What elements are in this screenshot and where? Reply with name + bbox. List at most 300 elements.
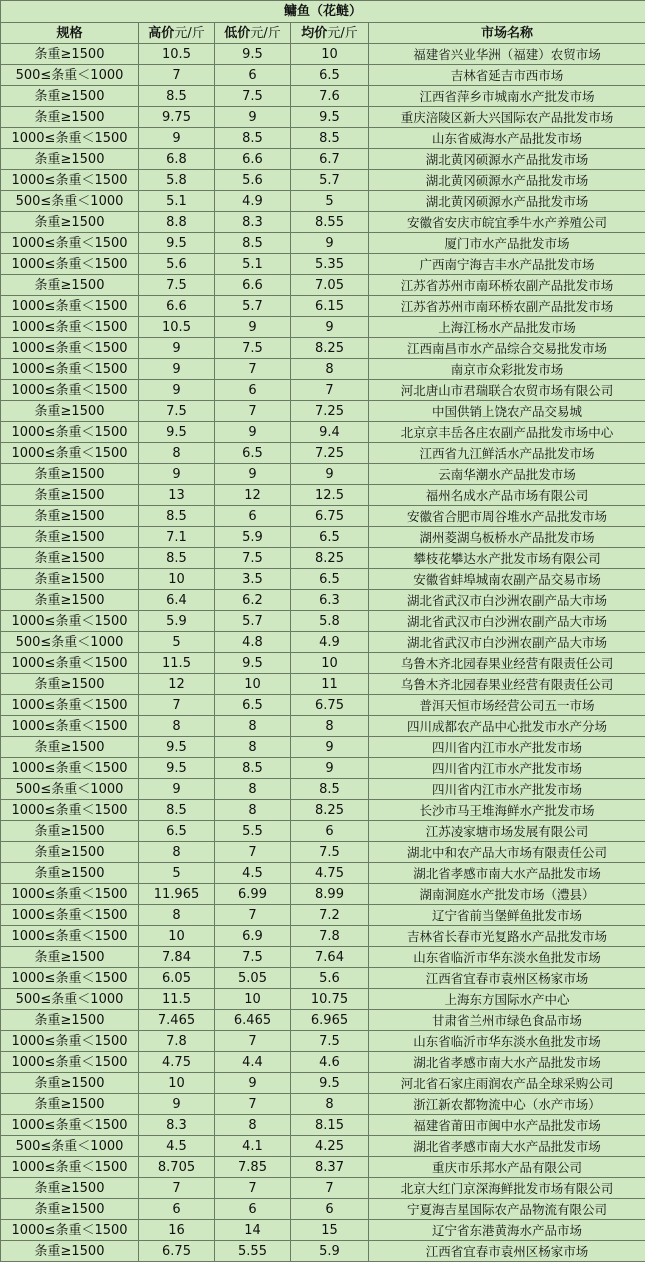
cell-avg-price: 4.25	[291, 1136, 369, 1157]
cell-avg-price: 7.6	[291, 86, 369, 107]
cell-spec: 1000≤条重＜1500	[1, 695, 139, 716]
cell-avg-price: 6.5	[291, 569, 369, 590]
cell-low-price: 6	[215, 1199, 291, 1220]
cell-avg-price: 7.64	[291, 947, 369, 968]
header-market: 市场名称	[369, 23, 645, 44]
cell-high-price: 7.84	[139, 947, 215, 968]
cell-spec: 1000≤条重＜1500	[1, 233, 139, 254]
cell-low-price: 5.05	[215, 968, 291, 989]
cell-market: 辽宁省东港黄海水产品市场	[369, 1220, 645, 1241]
cell-market: 广西南宁海吉丰水产品批发市场	[369, 254, 645, 275]
cell-low-price: 5.55	[215, 1241, 291, 1262]
table-row	[1, 338, 645, 359]
cell-avg-price: 4.9	[291, 632, 369, 653]
cell-spec: 条重≥1500	[1, 275, 139, 296]
cell-high-price: 8.5	[139, 548, 215, 569]
cell-low-price: 6	[215, 506, 291, 527]
cell-low-price: 6.465	[215, 1010, 291, 1031]
cell-market: 中国供销上饶农产品交易城	[369, 401, 645, 422]
cell-low-price: 9	[215, 1073, 291, 1094]
cell-market: 辽宁省前当堡鲜鱼批发市场	[369, 905, 645, 926]
cell-high-price: 6.5	[139, 821, 215, 842]
cell-avg-price: 9	[291, 737, 369, 758]
cell-market: 湖北省孝感市南大水产品批发市场	[369, 863, 645, 884]
table-row	[1, 863, 645, 884]
cell-market: 湖北黄冈硕源水产品批发市场	[369, 170, 645, 191]
cell-avg-price: 7	[291, 380, 369, 401]
cell-avg-price: 6.15	[291, 296, 369, 317]
cell-market: 安徽省蚌埠城南农副产品交易市场	[369, 569, 645, 590]
cell-market: 河北省石家庄雨润农产品全球采购公司	[369, 1073, 645, 1094]
cell-low-price: 7	[215, 401, 291, 422]
cell-high-price: 10	[139, 1073, 215, 1094]
cell-spec: 1000≤条重＜1500	[1, 254, 139, 275]
cell-spec: 条重≥1500	[1, 212, 139, 233]
cell-low-price: 5.5	[215, 821, 291, 842]
table-row	[1, 1136, 645, 1157]
cell-spec: 条重≥1500	[1, 107, 139, 128]
cell-spec: 条重≥1500	[1, 401, 139, 422]
cell-spec: 条重≥1500	[1, 464, 139, 485]
cell-market: 湖北省武汉市白沙洲农副产品大市场	[369, 632, 645, 653]
cell-low-price: 12	[215, 485, 291, 506]
cell-spec: 条重≥1500	[1, 821, 139, 842]
cell-avg-price: 8.99	[291, 884, 369, 905]
table-row	[1, 926, 645, 947]
cell-market: 江西省九江鲜活水产品批发市场	[369, 443, 645, 464]
cell-avg-price: 10	[291, 44, 369, 65]
header-spec: 规格	[1, 23, 139, 44]
cell-market: 江苏凌家塘市场发展有限公司	[369, 821, 645, 842]
cell-high-price: 9	[139, 380, 215, 401]
header-high-unit: 元/斤	[174, 26, 204, 41]
table-row	[1, 695, 645, 716]
cell-spec: 1000≤条重＜1500	[1, 1220, 139, 1241]
cell-low-price: 4.9	[215, 191, 291, 212]
cell-high-price: 6	[139, 1199, 215, 1220]
cell-low-price: 3.5	[215, 569, 291, 590]
cell-spec: 1000≤条重＜1500	[1, 1031, 139, 1052]
table-row	[1, 506, 645, 527]
table-row	[1, 548, 645, 569]
cell-market: 四川成都农产品中心批发市水产分场	[369, 716, 645, 737]
table-row	[1, 569, 645, 590]
cell-high-price: 7.8	[139, 1031, 215, 1052]
cell-avg-price: 8.5	[291, 128, 369, 149]
cell-market: 江西南昌市水产品综合交易批发市场	[369, 338, 645, 359]
table-row	[1, 1178, 645, 1199]
table-row	[1, 485, 645, 506]
cell-high-price: 6.4	[139, 590, 215, 611]
cell-high-price: 11.5	[139, 653, 215, 674]
cell-low-price: 6.5	[215, 443, 291, 464]
cell-high-price: 9.5	[139, 758, 215, 779]
cell-high-price: 8	[139, 905, 215, 926]
table-row	[1, 149, 645, 170]
table-row	[1, 191, 645, 212]
table-row	[1, 905, 645, 926]
cell-avg-price: 8.25	[291, 548, 369, 569]
cell-avg-price: 7.5	[291, 1031, 369, 1052]
table-row	[1, 380, 645, 401]
header-low-unit: 元/斤	[250, 26, 280, 41]
cell-spec: 1000≤条重＜1500	[1, 443, 139, 464]
cell-spec: 500≤条重＜1000	[1, 191, 139, 212]
cell-low-price: 8.5	[215, 128, 291, 149]
cell-spec: 1000≤条重＜1500	[1, 170, 139, 191]
cell-low-price: 4.1	[215, 1136, 291, 1157]
table-row	[1, 884, 645, 905]
cell-avg-price: 12.5	[291, 485, 369, 506]
cell-low-price: 8.5	[215, 233, 291, 254]
cell-avg-price: 11	[291, 674, 369, 695]
table-row	[1, 716, 645, 737]
cell-avg-price: 6.75	[291, 695, 369, 716]
cell-market: 湖北省武汉市白沙洲农副产品大市场	[369, 590, 645, 611]
cell-low-price: 6.2	[215, 590, 291, 611]
cell-high-price: 7.465	[139, 1010, 215, 1031]
cell-low-price: 7.5	[215, 548, 291, 569]
table-row	[1, 653, 645, 674]
cell-spec: 条重≥1500	[1, 1199, 139, 1220]
cell-spec: 1000≤条重＜1500	[1, 611, 139, 632]
cell-spec: 条重≥1500	[1, 947, 139, 968]
cell-high-price: 7.5	[139, 275, 215, 296]
cell-high-price: 9.5	[139, 422, 215, 443]
table-row	[1, 674, 645, 695]
cell-high-price: 8.5	[139, 86, 215, 107]
table-row	[1, 800, 645, 821]
cell-avg-price: 9	[291, 758, 369, 779]
cell-low-price: 7.5	[215, 338, 291, 359]
cell-low-price: 8	[215, 1115, 291, 1136]
table-row	[1, 422, 645, 443]
cell-high-price: 5	[139, 632, 215, 653]
cell-spec: 1000≤条重＜1500	[1, 317, 139, 338]
cell-market: 安徽省合肥市周谷堆水产品批发市场	[369, 506, 645, 527]
table-row	[1, 989, 645, 1010]
cell-avg-price: 10.75	[291, 989, 369, 1010]
cell-high-price: 9	[139, 1094, 215, 1115]
cell-high-price: 7	[139, 65, 215, 86]
cell-low-price: 7.85	[215, 1157, 291, 1178]
cell-market: 湖北中和农产品大市场有限责任公司	[369, 842, 645, 863]
cell-avg-price: 8.55	[291, 212, 369, 233]
cell-spec: 条重≥1500	[1, 863, 139, 884]
cell-high-price: 7	[139, 1178, 215, 1199]
cell-spec: 1000≤条重＜1500	[1, 800, 139, 821]
cell-market: 江西省宜春市袁州区杨家市场	[369, 1241, 645, 1262]
table-row	[1, 128, 645, 149]
cell-low-price: 9.5	[215, 44, 291, 65]
cell-high-price: 5.9	[139, 611, 215, 632]
cell-market: 湖北省孝感市南大水产品批发市场	[369, 1052, 645, 1073]
table-row	[1, 632, 645, 653]
cell-low-price: 9	[215, 107, 291, 128]
cell-avg-price: 8	[291, 359, 369, 380]
cell-avg-price: 6	[291, 1199, 369, 1220]
cell-market: 重庆市乐邦水产品有限公司	[369, 1157, 645, 1178]
cell-high-price: 5.6	[139, 254, 215, 275]
cell-avg-price: 5.9	[291, 1241, 369, 1262]
cell-market: 湖南洞庭水产批发市场（澧县）	[369, 884, 645, 905]
table-row	[1, 401, 645, 422]
cell-market: 攀枝花攀达水产批发市场有限公司	[369, 548, 645, 569]
table-row	[1, 1094, 645, 1115]
cell-avg-price: 8.25	[291, 800, 369, 821]
table-row	[1, 527, 645, 548]
cell-low-price: 4.5	[215, 863, 291, 884]
cell-market: 重庆涪陵区新大兴国际农产品批发市场	[369, 107, 645, 128]
cell-high-price: 9.75	[139, 107, 215, 128]
table-row	[1, 254, 645, 275]
cell-market: 上海东方国际水产中心	[369, 989, 645, 1010]
cell-avg-price: 6.75	[291, 506, 369, 527]
cell-avg-price: 4.6	[291, 1052, 369, 1073]
cell-high-price: 9.5	[139, 233, 215, 254]
cell-market: 湖北省武汉市白沙洲农副产品大市场	[369, 611, 645, 632]
cell-high-price: 5	[139, 863, 215, 884]
cell-high-price: 8	[139, 443, 215, 464]
cell-spec: 条重≥1500	[1, 569, 139, 590]
table-row	[1, 86, 645, 107]
cell-market: 河北唐山市君瑞联合农贸市场有限公司	[369, 380, 645, 401]
cell-avg-price: 8.15	[291, 1115, 369, 1136]
cell-high-price: 7	[139, 695, 215, 716]
cell-spec: 条重≥1500	[1, 1073, 139, 1094]
cell-market: 上海江杨水产品批发市场	[369, 317, 645, 338]
cell-market: 北京京丰岳各庄农副产品批发市场中心	[369, 422, 645, 443]
table-row	[1, 611, 645, 632]
cell-spec: 500≤条重＜1000	[1, 1136, 139, 1157]
table-row	[1, 1052, 645, 1073]
cell-low-price: 8	[215, 716, 291, 737]
cell-market: 长沙市马王堆海鲜水产批发市场	[369, 800, 645, 821]
table-body	[1, 44, 645, 1262]
cell-low-price: 7	[215, 1094, 291, 1115]
cell-market: 湖北黄冈硕源水产品批发市场	[369, 191, 645, 212]
cell-high-price: 13	[139, 485, 215, 506]
cell-avg-price: 6.5	[291, 65, 369, 86]
cell-market: 宁夏海吉星国际农产品物流有限公司	[369, 1199, 645, 1220]
cell-market: 云南华潮水产品批发市场	[369, 464, 645, 485]
table-row	[1, 1220, 645, 1241]
cell-avg-price: 5.8	[291, 611, 369, 632]
cell-avg-price: 7.25	[291, 401, 369, 422]
cell-low-price: 8.5	[215, 758, 291, 779]
cell-low-price: 7	[215, 359, 291, 380]
cell-low-price: 8	[215, 737, 291, 758]
cell-spec: 条重≥1500	[1, 44, 139, 65]
cell-market: 甘肃省兰州市绿色食品市场	[369, 1010, 645, 1031]
cell-low-price: 10	[215, 674, 291, 695]
cell-spec: 条重≥1500	[1, 506, 139, 527]
cell-spec: 1000≤条重＜1500	[1, 758, 139, 779]
cell-high-price: 8	[139, 842, 215, 863]
cell-low-price: 5.1	[215, 254, 291, 275]
cell-market: 安徽省安庆市皖宜季牛水产养殖公司	[369, 212, 645, 233]
cell-spec: 条重≥1500	[1, 527, 139, 548]
cell-market: 湖北省孝感市南大水产品批发市场	[369, 1136, 645, 1157]
cell-high-price: 7.5	[139, 401, 215, 422]
cell-high-price: 12	[139, 674, 215, 695]
cell-avg-price: 8	[291, 1094, 369, 1115]
cell-low-price: 8	[215, 800, 291, 821]
table-row	[1, 758, 645, 779]
table-row	[1, 1157, 645, 1178]
cell-low-price: 6	[215, 65, 291, 86]
cell-low-price: 7	[215, 842, 291, 863]
cell-low-price: 14	[215, 1220, 291, 1241]
table-row	[1, 65, 645, 86]
cell-market: 普洱天恒市场经营公司五一市场	[369, 695, 645, 716]
cell-high-price: 10	[139, 569, 215, 590]
cell-spec: 条重≥1500	[1, 1094, 139, 1115]
cell-avg-price: 5	[291, 191, 369, 212]
table-row	[1, 44, 645, 65]
header-avg-price	[291, 23, 369, 44]
cell-market: 福州名成水产品市场有限公司	[369, 485, 645, 506]
cell-high-price: 8.705	[139, 1157, 215, 1178]
cell-spec: 1000≤条重＜1500	[1, 968, 139, 989]
cell-market: 厦门市水产品批发市场	[369, 233, 645, 254]
table-row	[1, 317, 645, 338]
table-row	[1, 275, 645, 296]
table-row	[1, 233, 645, 254]
cell-low-price: 9	[215, 317, 291, 338]
cell-avg-price: 7.05	[291, 275, 369, 296]
cell-high-price: 9	[139, 359, 215, 380]
cell-avg-price: 6.965	[291, 1010, 369, 1031]
cell-market: 四川省内江市水产批发市场	[369, 737, 645, 758]
cell-spec: 条重≥1500	[1, 1241, 139, 1262]
cell-spec: 1000≤条重＜1500	[1, 716, 139, 737]
table-row	[1, 590, 645, 611]
cell-market: 山东省临沂市华东淡水鱼批发市场	[369, 1031, 645, 1052]
cell-avg-price: 5.35	[291, 254, 369, 275]
cell-avg-price: 9.5	[291, 1073, 369, 1094]
cell-spec: 条重≥1500	[1, 674, 139, 695]
cell-spec: 条重≥1500	[1, 1010, 139, 1031]
cell-spec: 条重≥1500	[1, 86, 139, 107]
cell-high-price: 9	[139, 338, 215, 359]
cell-market: 湖北黄冈硕源水产品批发市场	[369, 149, 645, 170]
cell-low-price: 4.8	[215, 632, 291, 653]
table-row	[1, 296, 645, 317]
cell-spec: 条重≥1500	[1, 590, 139, 611]
table-row	[1, 443, 645, 464]
cell-avg-price: 6.7	[291, 149, 369, 170]
cell-avg-price: 7.2	[291, 905, 369, 926]
cell-low-price: 5.6	[215, 170, 291, 191]
table-row	[1, 107, 645, 128]
cell-market: 江西省宜春市袁州区杨家市场	[369, 968, 645, 989]
table-row	[1, 170, 645, 191]
header-low-price	[215, 23, 291, 44]
cell-market: 乌鲁木齐北园春果业经营有限责任公司	[369, 653, 645, 674]
cell-low-price: 5.7	[215, 296, 291, 317]
cell-high-price: 16	[139, 1220, 215, 1241]
cell-spec: 500≤条重＜1000	[1, 989, 139, 1010]
cell-low-price: 7	[215, 905, 291, 926]
cell-spec: 1000≤条重＜1500	[1, 128, 139, 149]
table-row	[1, 1031, 645, 1052]
cell-high-price: 9	[139, 128, 215, 149]
header-avg-unit: 元/斤	[327, 26, 357, 41]
cell-spec: 条重≥1500	[1, 1178, 139, 1199]
cell-high-price: 8.5	[139, 800, 215, 821]
cell-low-price: 6.99	[215, 884, 291, 905]
cell-low-price: 6.6	[215, 275, 291, 296]
cell-low-price: 4.4	[215, 1052, 291, 1073]
cell-spec: 1000≤条重＜1500	[1, 1115, 139, 1136]
cell-avg-price: 4.75	[291, 863, 369, 884]
table-row	[1, 359, 645, 380]
table-row	[1, 1115, 645, 1136]
title-row	[1, 1, 645, 23]
cell-low-price: 10	[215, 989, 291, 1010]
cell-market: 福建省兴业华洲（福建）农贸市场	[369, 44, 645, 65]
cell-low-price: 5.9	[215, 527, 291, 548]
cell-low-price: 9.5	[215, 653, 291, 674]
cell-spec: 1000≤条重＜1500	[1, 422, 139, 443]
cell-high-price: 6.6	[139, 296, 215, 317]
cell-market: 湖州菱湖乌板桥水产品批发市场	[369, 527, 645, 548]
table-row	[1, 737, 645, 758]
cell-spec: 条重≥1500	[1, 149, 139, 170]
table-row	[1, 212, 645, 233]
table-row	[1, 968, 645, 989]
cell-spec: 1000≤条重＜1500	[1, 653, 139, 674]
cell-high-price: 10	[139, 926, 215, 947]
table-title: 鳙鱼（花鲢）	[1, 1, 645, 23]
cell-market: 浙江新农都物流中心（水产市场）	[369, 1094, 645, 1115]
cell-spec: 500≤条重＜1000	[1, 779, 139, 800]
cell-avg-price: 9	[291, 233, 369, 254]
cell-high-price: 9	[139, 464, 215, 485]
cell-high-price: 8.8	[139, 212, 215, 233]
cell-high-price: 5.1	[139, 191, 215, 212]
cell-avg-price: 10	[291, 653, 369, 674]
cell-avg-price: 8.37	[291, 1157, 369, 1178]
cell-market: 吉林省长春市光复路水产品批发市场	[369, 926, 645, 947]
cell-avg-price: 8	[291, 716, 369, 737]
cell-low-price: 6.6	[215, 149, 291, 170]
cell-low-price: 7.5	[215, 86, 291, 107]
cell-high-price: 9.5	[139, 737, 215, 758]
cell-avg-price: 9.4	[291, 422, 369, 443]
cell-spec: 1000≤条重＜1500	[1, 1157, 139, 1178]
cell-low-price: 8	[215, 779, 291, 800]
cell-low-price: 6	[215, 380, 291, 401]
cell-high-price: 4.5	[139, 1136, 215, 1157]
table-row	[1, 1073, 645, 1094]
cell-high-price: 6.75	[139, 1241, 215, 1262]
cell-high-price: 11.965	[139, 884, 215, 905]
cell-market: 福建省莆田市闽中水产品批发市场	[369, 1115, 645, 1136]
table-row	[1, 947, 645, 968]
cell-market: 山东省威海水产品批发市场	[369, 128, 645, 149]
table-row	[1, 464, 645, 485]
cell-spec: 500≤条重＜1000	[1, 65, 139, 86]
cell-avg-price: 9	[291, 464, 369, 485]
table-row	[1, 1199, 645, 1220]
cell-market: 江苏省苏州市南环桥农副产品批发市场	[369, 275, 645, 296]
cell-market: 四川省内江市水产批发市场	[369, 779, 645, 800]
cell-spec: 条重≥1500	[1, 842, 139, 863]
cell-market: 南京市众彩批发市场	[369, 359, 645, 380]
cell-spec: 1000≤条重＜1500	[1, 359, 139, 380]
